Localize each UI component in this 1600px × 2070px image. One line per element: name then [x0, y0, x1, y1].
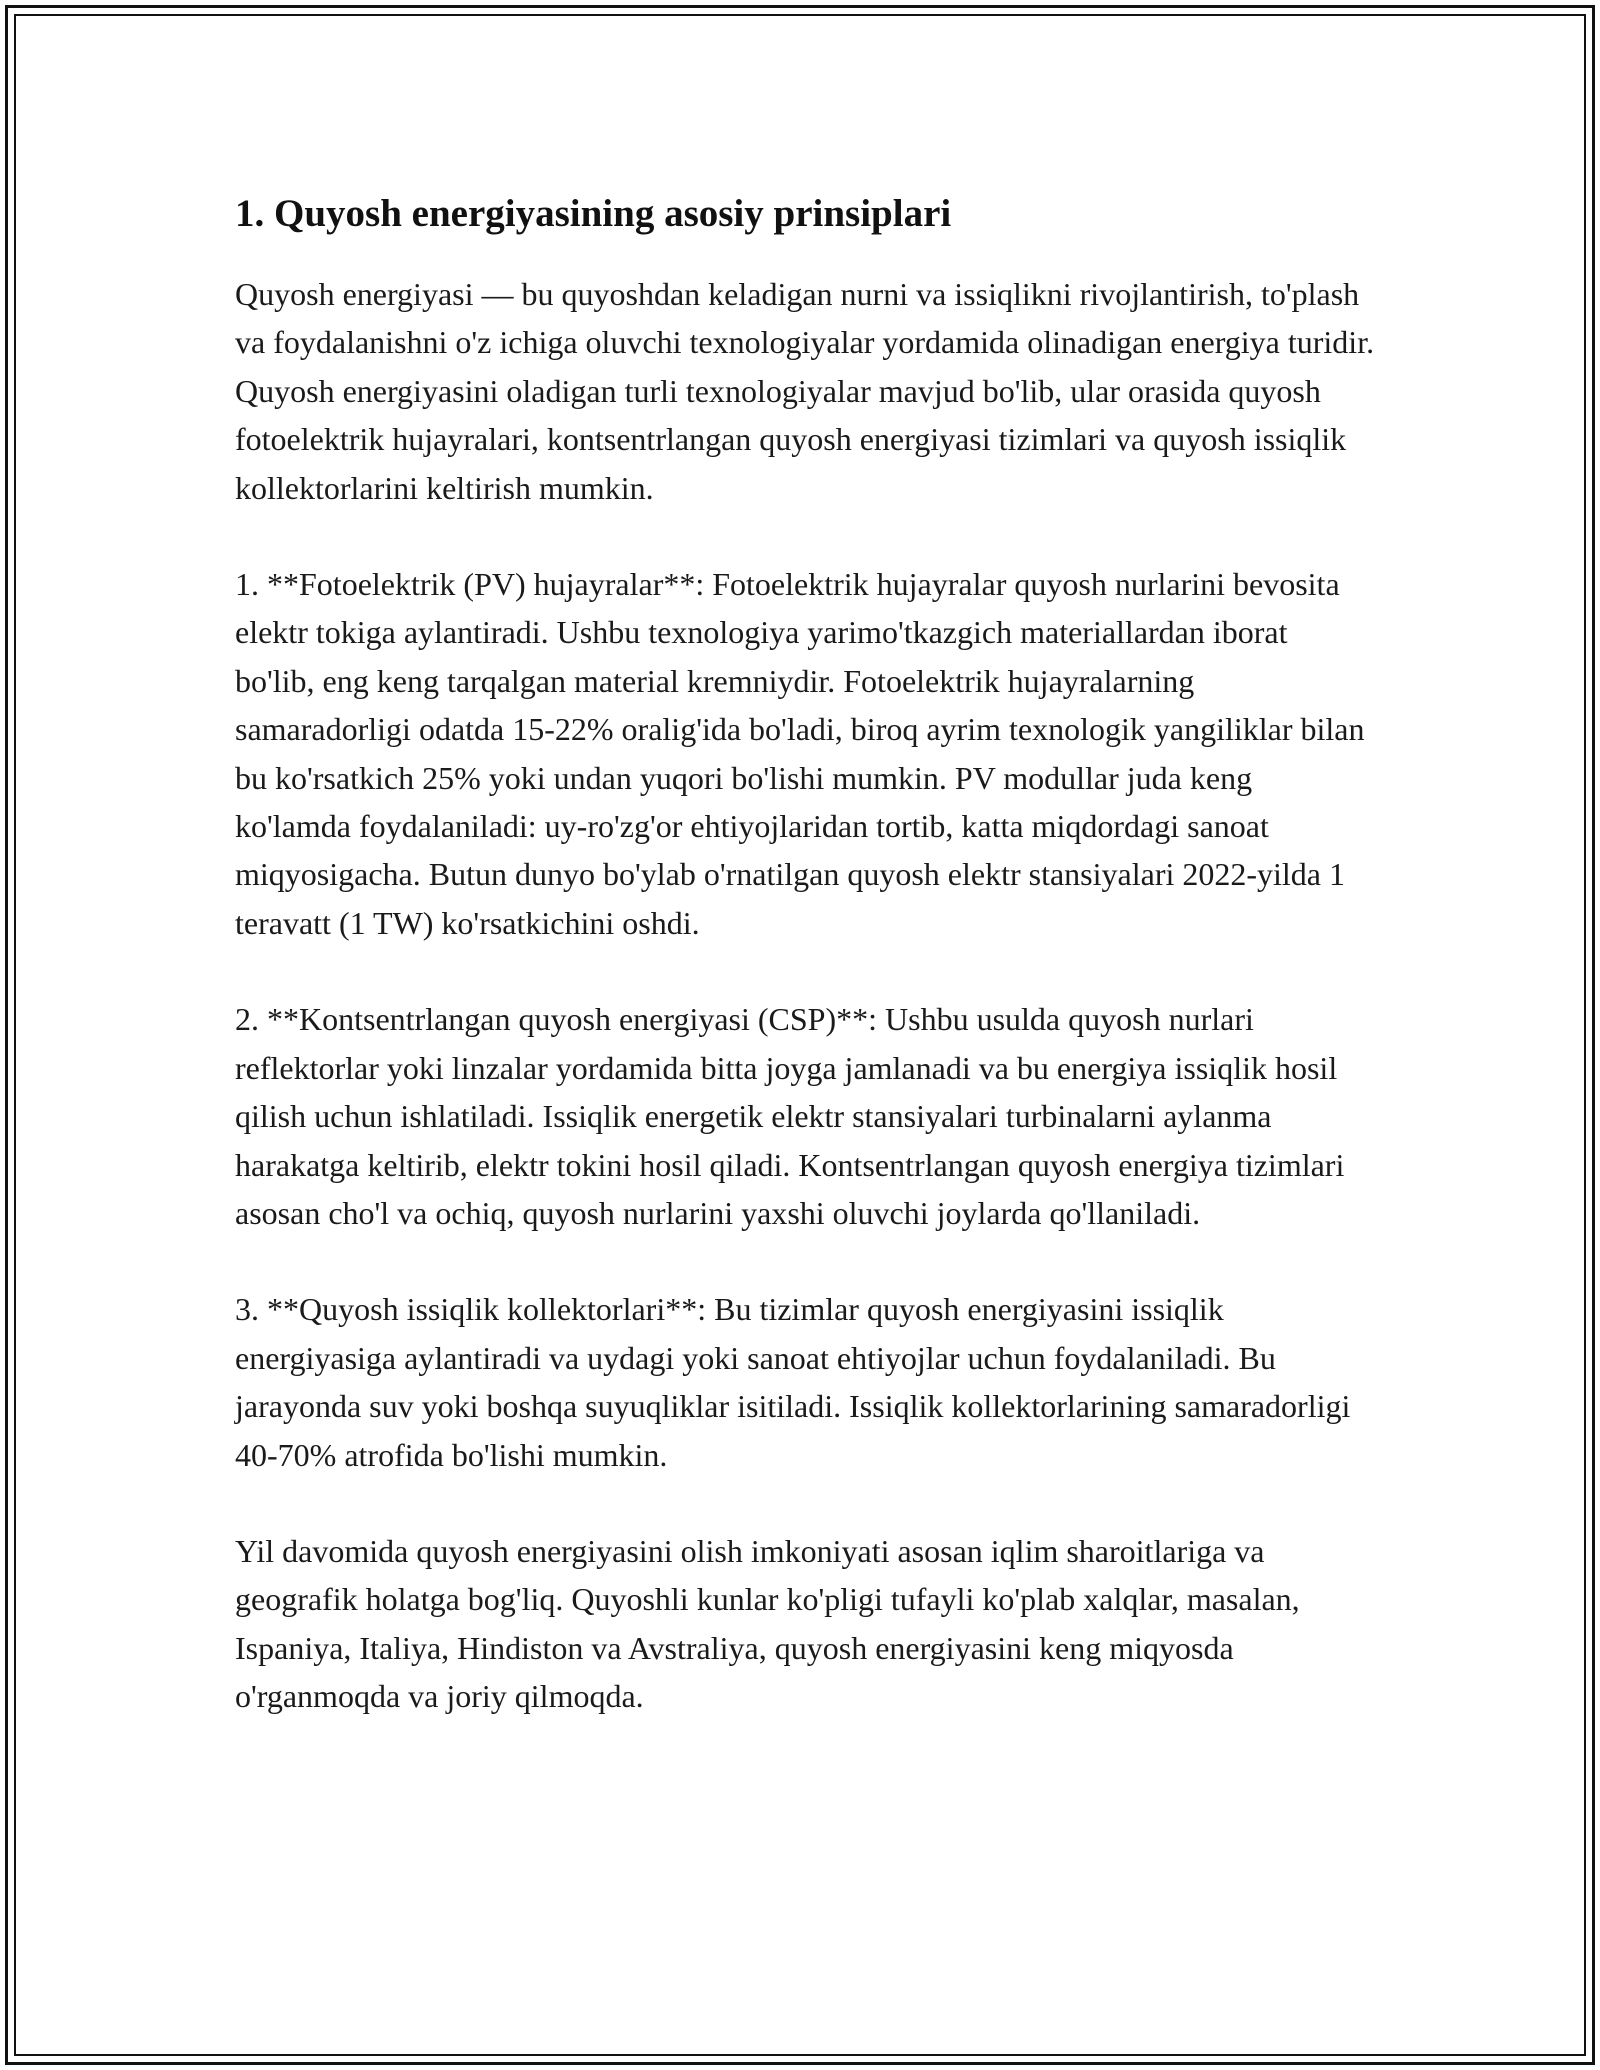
paragraph-csp: 2. **Kontsentrlangan quyosh energiyasi (CSP)**: Ushbu usulda quyosh nurlari reflektorlar yoki linzalar yordamida bitta joyga jamlanadi va bu energiya issiqlik hosil qilish uchun ishlatiladi. Issiqlik energetik elektr stansiyalari turbinalarni aylanma harakatga keltirib, elektr tokini hosil qiladi. Kontsentrlangan quyosh energiya tizimlari asosan cho'l va ochiq, quyosh nurlarini yaxshi oluvchi joylarda qo'llaniladi.	[235, 1001, 1345, 1231]
document-body	[235, 188, 1375, 1769]
paragraph-conclusion: Yil davomida quyosh energiyasini olish imkoniyati asosan iqlim sharoitlariga va geografik holatga bog'liq. Quyoshli kunlar ko'pligi tufayli ko'plab xalqlar, masalan, Ispaniya, Italiya, Hindiston va Avstraliya, quyosh energiyasini keng miqyosda o'rganmoqda va joriy qilmoqda.	[235, 1532, 1300, 1715]
paragraph-intro: Quyosh energiyasi — bu quyoshdan keladigan nurni va issiqlikni rivojlantirish, to'plash va foydalanishni o'z ichiga oluvchi texnologiyalar yordamida olinadigan energiya turidir. Quyosh energiyasini oladigan turli texnologiyalar mavjud bo'lib, ular orasida quyosh fotoelektrik hujayralari, kontsentrlangan quyosh energiyasi tizimlari va quyosh issiqlik kollektorlarini keltirish mumkin.	[235, 276, 1375, 506]
section-heading: 1. Quyosh energiyasining asosiy prinsiplari	[235, 192, 952, 235]
paragraph-photovoltaic: 1. **Fotoelektrik (PV) hujayralar**: Fotoelektrik hujayralar quyosh nurlarini bevosita elektr tokiga aylantiradi. Ushbu texnologiya yarimo'tkazgich materiallardan iborat bo'lib, eng keng tarqalgan material kremniydir. Fotoelektrik hujayralarning samaradorligi odatda 15-22% oralig'ida bo'ladi, biroq ayrim texnologik yangiliklar bilan bu ko'rsatkich 25% yoki undan yuqori bo'lishi mumkin. PV modullar juda keng ko'lamda foydalaniladi: uy-ro'zg'or ehtiyojlaridan tortib, katta miqdordagi sanoat miqyosigacha. Butun dunyo bo'ylab o'rnatilgan quyosh elektr stansiyalari 2022-yilda 1 teravatt (1 TW) ko'rsatkichini oshdi.	[235, 566, 1365, 941]
paragraph-thermal-collectors: 3. **Quyosh issiqlik kollektorlari**: Bu tizimlar quyosh energiyasini issiqlik energiyasiga aylantiradi va uydagi yoki sanoat ehtiyojlar uchun foydalaniladi. Bu jarayonda suv yoki boshqa suyuqliklar isitiladi. Issiqlik kollektorlarining samaradorligi 40-70% atrofida bo'lishi mumkin.	[235, 1291, 1351, 1473]
